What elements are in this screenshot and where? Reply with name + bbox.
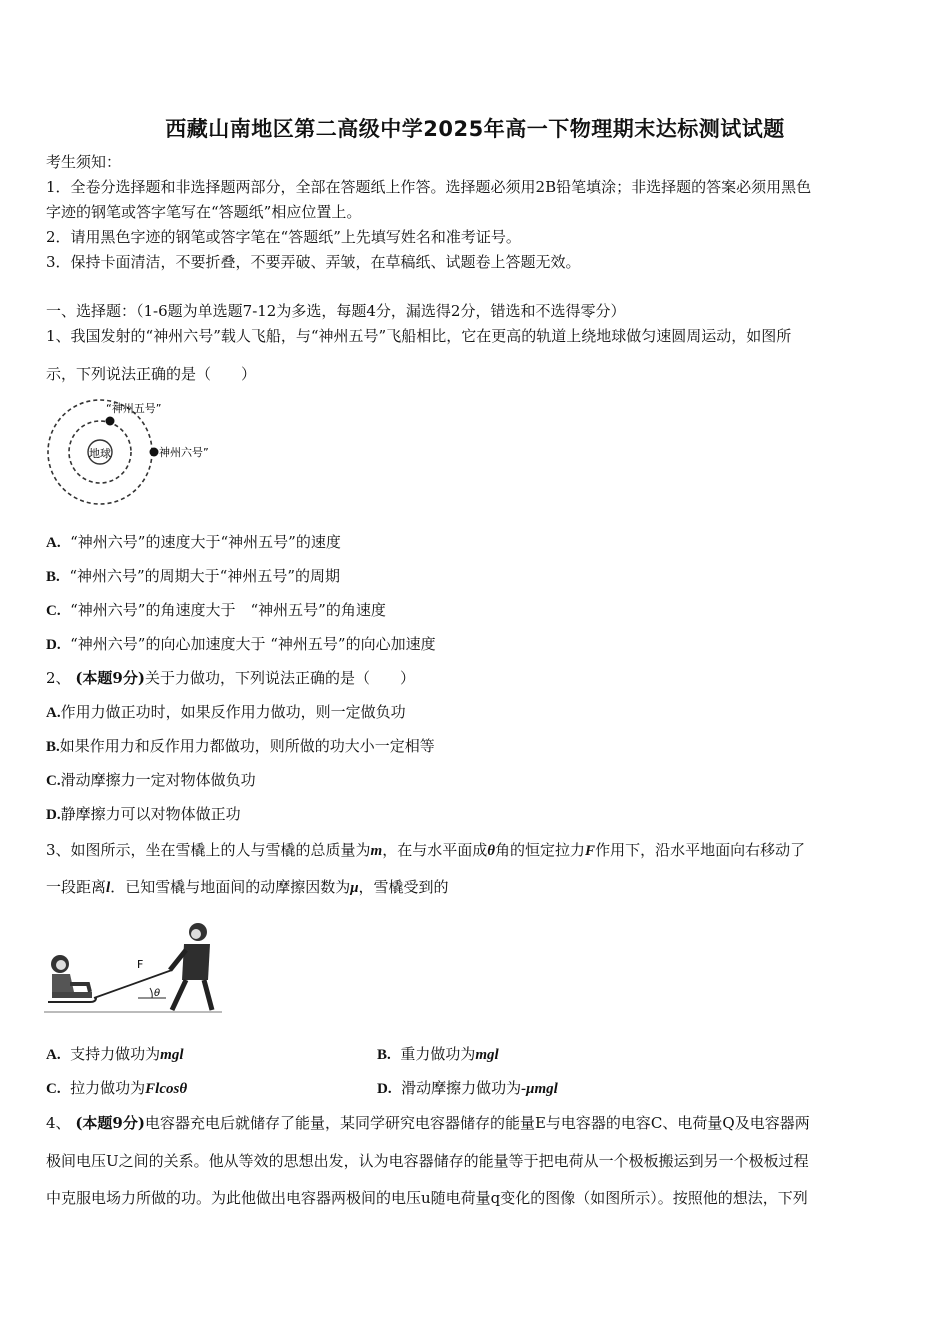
q3-option-a: A. 支持力做功为mgl bbox=[46, 1045, 184, 1063]
q4-stem-line3: 中克服电场力所做的功。为此他做出电容器两极间的电压u随电荷量q变化的图像（如图所示）。按照他的想法，下列 bbox=[46, 1189, 808, 1207]
shenzhou6-label: 神州六号” bbox=[159, 446, 209, 459]
q1-stem-line1: 1、我国发射的“神州六号”载人飞船，与“神州五号”飞船相比，它在更高的轨道上绕地球做匀速圆周运动，如图所 bbox=[46, 327, 792, 345]
q3-option-d: D. 滑动摩擦力做功为-μmgl bbox=[377, 1079, 558, 1097]
notice-item-3: 3．保持卡面清洁，不要折叠，不要弄破、弄皱，在草稿纸、试题卷上答题无效。 bbox=[46, 253, 581, 271]
angle-arc bbox=[150, 988, 152, 998]
force-label: F bbox=[137, 958, 144, 971]
q2-option-a: A.作用力做正功时，如果反作用力做功，则一定做负功 bbox=[46, 703, 406, 721]
q1-stem-line2: 示，下列说法正确的是（ ） bbox=[46, 365, 257, 383]
q3-option-c: C. 拉力做功为Flcosθ bbox=[46, 1079, 188, 1097]
notice-item-1b: 字迹的钢笔或答字笔写在“答题纸”相应位置上。 bbox=[46, 203, 362, 221]
q4-stem-line1: 4、 (本题9分)电容器充电后就储存了能量，某同学研究电容器储存的能量E与电容器的电容C、电荷量Q及电容器两 bbox=[46, 1114, 810, 1132]
notice-item-2: 2．请用黑色字迹的钢笔或答字笔在“答题纸”上先填写姓名和准考证号。 bbox=[46, 228, 521, 246]
angle-label: θ bbox=[154, 988, 161, 999]
orbit-figure bbox=[44, 394, 244, 514]
page-title: 西藏山南地区第二高级中学2025年高一下物理期末达标测试试题 bbox=[165, 117, 785, 141]
sled-figure bbox=[44, 918, 224, 1018]
q2-stem: 2、 (本题9分)关于力做功，下列说法正确的是（ ） bbox=[46, 669, 415, 687]
child-face bbox=[56, 960, 66, 970]
q2-option-d: D.静摩擦力可以对物体做正功 bbox=[46, 805, 241, 823]
q3-option-b: B. 重力做功为mgl bbox=[377, 1045, 499, 1063]
adult-legs bbox=[172, 980, 212, 1010]
sled-runner bbox=[48, 998, 96, 1002]
adult-face bbox=[191, 929, 201, 939]
q3-stem-line1: 3、如图所示，坐在雪橇上的人与雪橇的总质量为m，在与水平面成θ角的恒定拉力F作用下，沿水平地面向右移动了 bbox=[46, 841, 806, 859]
shenzhou6-dot bbox=[150, 448, 159, 457]
section-heading: 一、选择题：（1-6题为单选题7-12为多选，每题4分，漏选得2分，错选和不选得零分） bbox=[46, 302, 626, 320]
q1-option-d: D. “神州六号”的向心加速度大于 “神州五号”的向心加速度 bbox=[46, 635, 436, 653]
earth-label: 地球 bbox=[89, 447, 111, 460]
q2-option-b: B.如果作用力和反作用力都做功，则所做的功大小一定相等 bbox=[46, 737, 435, 755]
shenzhou5-dot bbox=[106, 417, 115, 426]
shenzhou5-label: “神州五号” bbox=[106, 402, 162, 415]
q1-option-b: B. “神州六号”的周期大于“神州五号”的周期 bbox=[46, 567, 340, 585]
adult-jacket bbox=[182, 944, 210, 980]
q3-stem-line2: 一段距离l．已知雪橇与地面间的动摩擦因数为μ，雪橇受到的 bbox=[46, 878, 449, 896]
notice-item-1a: 1．全卷分选择题和非选择题两部分，全部在答题纸上作答。选择题必须用2B铅笔填涂；非选择题的答案必须用黑色 bbox=[46, 178, 812, 196]
q1-option-a: A. “神州六号”的速度大于“神州五号”的速度 bbox=[46, 533, 341, 551]
q4-stem-line2: 极间电压U之间的关系。他从等效的思想出发，认为电容器储存的能量等于把电荷从一个极板搬运到另一个极板过程 bbox=[46, 1152, 809, 1170]
q1-option-c: C. “神州六号”的角速度大于 “神州五号”的角速度 bbox=[46, 601, 386, 619]
sled-seat bbox=[52, 992, 92, 998]
notice-heading: 考生须知： bbox=[46, 153, 122, 171]
tow-rope bbox=[94, 970, 172, 998]
q2-option-c: C.滑动摩擦力一定对物体做负功 bbox=[46, 771, 256, 789]
